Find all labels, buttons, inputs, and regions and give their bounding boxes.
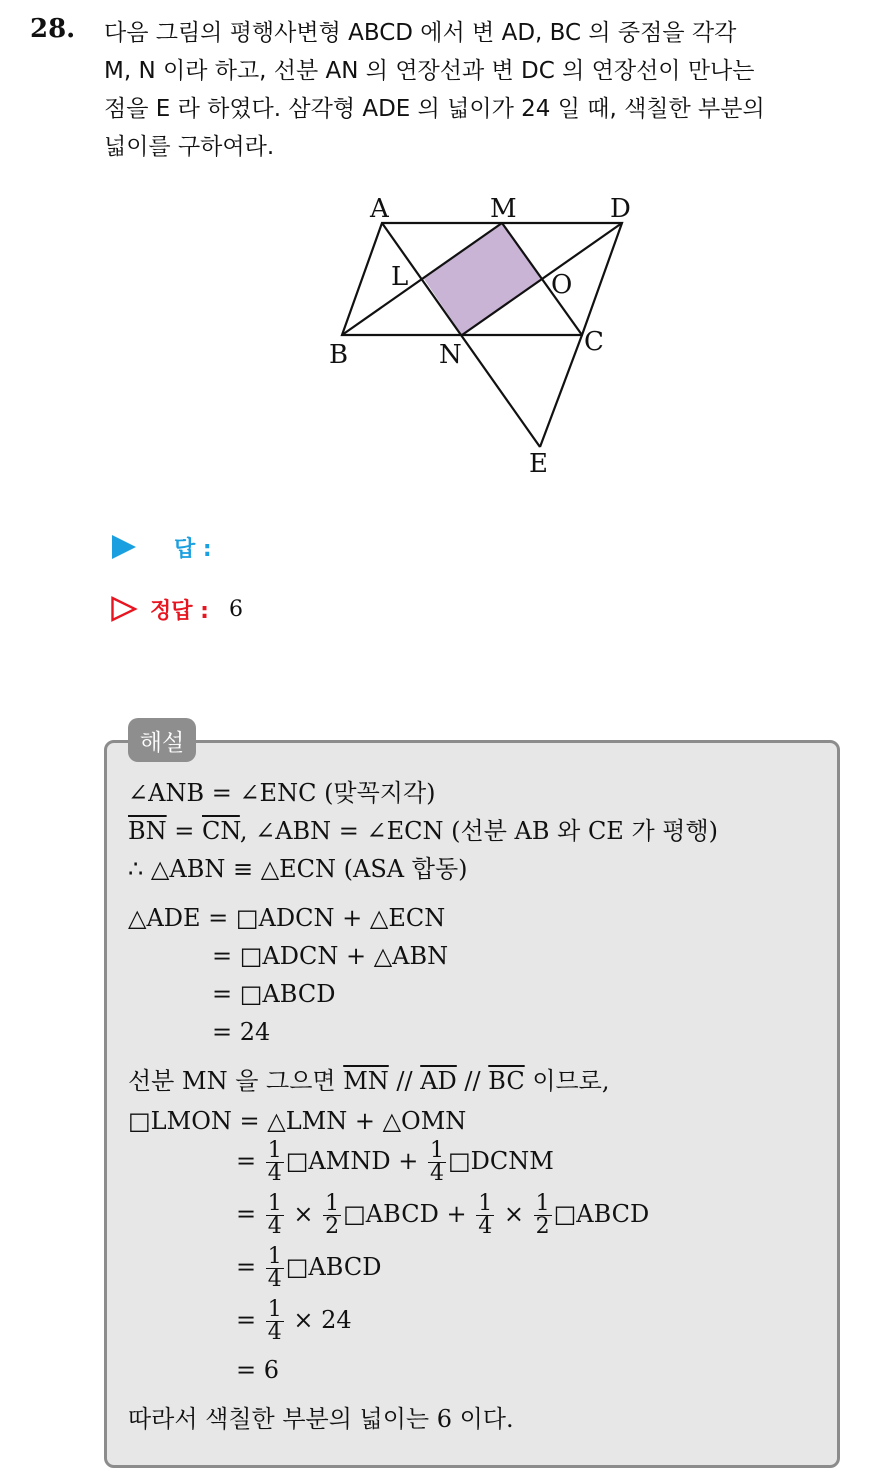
term-text: × 24 [285, 1306, 352, 1334]
solution-line-2-rest: , ∠ABN = ∠ECN (선분 AB 와 CE 가 평행) [239, 817, 718, 845]
question-text-line-2: M, N 이라 하고, 선분 AN 의 연장선과 변 DC 의 연장선이 만나는 [104, 58, 755, 84]
fraction-numerator: 1 [267, 1191, 282, 1216]
fraction-denominator: 4 [267, 1267, 282, 1292]
question-number: 28. [30, 14, 76, 44]
fraction-denominator: 2 [325, 1214, 340, 1239]
fraction [266, 1299, 284, 1344]
equals-text: = [166, 817, 203, 845]
fraction-numerator: 1 [267, 1297, 282, 1322]
solution-line-6: = □ABCD [212, 980, 336, 1008]
fraction [323, 1193, 341, 1238]
solution-line-14: = 6 [236, 1356, 280, 1384]
label-a: A [370, 194, 389, 224]
term-text: □AMND + [285, 1147, 426, 1175]
parallel-sign: // [456, 1067, 489, 1095]
solution-line-8-text: 선분 MN 을 그으면 [128, 1067, 344, 1095]
label-m: M [490, 194, 517, 224]
solution-line-8-end: 이므로, [524, 1067, 610, 1095]
fraction [266, 1246, 284, 1291]
correct-answer-value: 6 [228, 596, 243, 622]
solution-line-4: △ADE = □ADCN + △ECN [128, 904, 446, 932]
term-text: □ABCD [285, 1253, 382, 1281]
segment-c-e [540, 335, 582, 447]
answer-label: 답 : [174, 536, 212, 562]
question-text-line-3: 점을 E 라 하였다. 삼각형 ADE 의 넓이가 24 일 때, 색칠한 부분의 [104, 96, 765, 122]
solution-line-1: ∠ANB = ∠ENC (맞꼭지각) [128, 779, 436, 807]
segment-mn: $\overline{MN}$ [343, 1067, 389, 1095]
term-text: × [496, 1200, 532, 1228]
outline-triangle-icon [110, 596, 138, 622]
term-text: □DCNM [447, 1147, 554, 1175]
correct-answer-label: 정답 : [150, 598, 209, 624]
term-text: □ABCD [553, 1200, 650, 1228]
term-text: □ABCD + [343, 1200, 475, 1228]
solution-line-3: ∴ △ABN ≡ △ECN (ASA 합동) [128, 855, 468, 883]
fraction [266, 1193, 284, 1238]
solution-line-12 [236, 1246, 381, 1291]
solution-line-11 [236, 1193, 649, 1238]
segment-bn: $\overline{BN}$ [128, 817, 167, 845]
fraction-denominator: 4 [478, 1214, 493, 1239]
question-text-line-4: 넓이를 구하여라. [104, 134, 275, 160]
correct-answer-row [110, 594, 243, 624]
equals-sign: = [236, 1200, 264, 1228]
fraction-denominator: 4 [267, 1320, 282, 1345]
solution-line-13 [236, 1299, 352, 1344]
equals-sign: = [236, 1306, 264, 1334]
solution-line-8 [128, 1066, 610, 1096]
equals-sign: = [236, 1253, 264, 1281]
label-c: C [584, 327, 604, 357]
fraction-numerator: 1 [429, 1138, 444, 1163]
label-b: B [329, 340, 349, 370]
equals-sign: = [236, 1147, 264, 1175]
segment-ad: $\overline{AD}$ [420, 1067, 457, 1095]
fraction-numerator: 1 [325, 1191, 340, 1216]
fraction [476, 1193, 494, 1238]
parallelogram-figure [300, 185, 660, 485]
fraction-numerator: 1 [535, 1191, 550, 1216]
question-text-line-1: 다음 그림의 평행사변형 ABCD 에서 변 AD, BC 의 중점을 각각 [104, 20, 737, 46]
solution-box [104, 740, 840, 1468]
segment-cn: $\overline{CN}$ [202, 817, 240, 845]
fraction-numerator: 1 [267, 1244, 282, 1269]
label-d: D [610, 194, 631, 224]
play-triangle-icon [110, 534, 138, 560]
fraction-denominator: 2 [535, 1214, 550, 1239]
fraction [534, 1193, 552, 1238]
solution-tag: 해설 [128, 718, 196, 762]
solution-line-5: = □ADCN + △ABN [212, 942, 449, 970]
segment-bc: $\overline{BC}$ [488, 1067, 525, 1095]
solution-line-7: = 24 [212, 1018, 271, 1046]
fraction [266, 1140, 284, 1185]
fraction-denominator: 4 [267, 1161, 282, 1186]
solution-line-9: □LMON = △LMN + △OMN [128, 1107, 467, 1135]
fraction-numerator: 1 [478, 1191, 493, 1216]
fraction-numerator: 1 [267, 1138, 282, 1163]
solution-line-10 [236, 1140, 554, 1185]
label-e: E [529, 449, 548, 479]
fraction-denominator: 4 [429, 1161, 444, 1186]
solution-line-2 [128, 816, 718, 846]
label-n: N [439, 340, 462, 370]
label-l: L [391, 262, 409, 292]
parallel-sign: // [388, 1067, 421, 1095]
fraction [428, 1140, 446, 1185]
answer-row [110, 532, 212, 562]
term-text: × [285, 1200, 322, 1228]
shaded-region-lmon [424, 223, 542, 335]
fraction-denominator: 4 [267, 1214, 282, 1239]
label-o: O [551, 270, 573, 300]
solution-line-15: 따라서 색칠한 부분의 넓이는 6 이다. [128, 1405, 514, 1433]
